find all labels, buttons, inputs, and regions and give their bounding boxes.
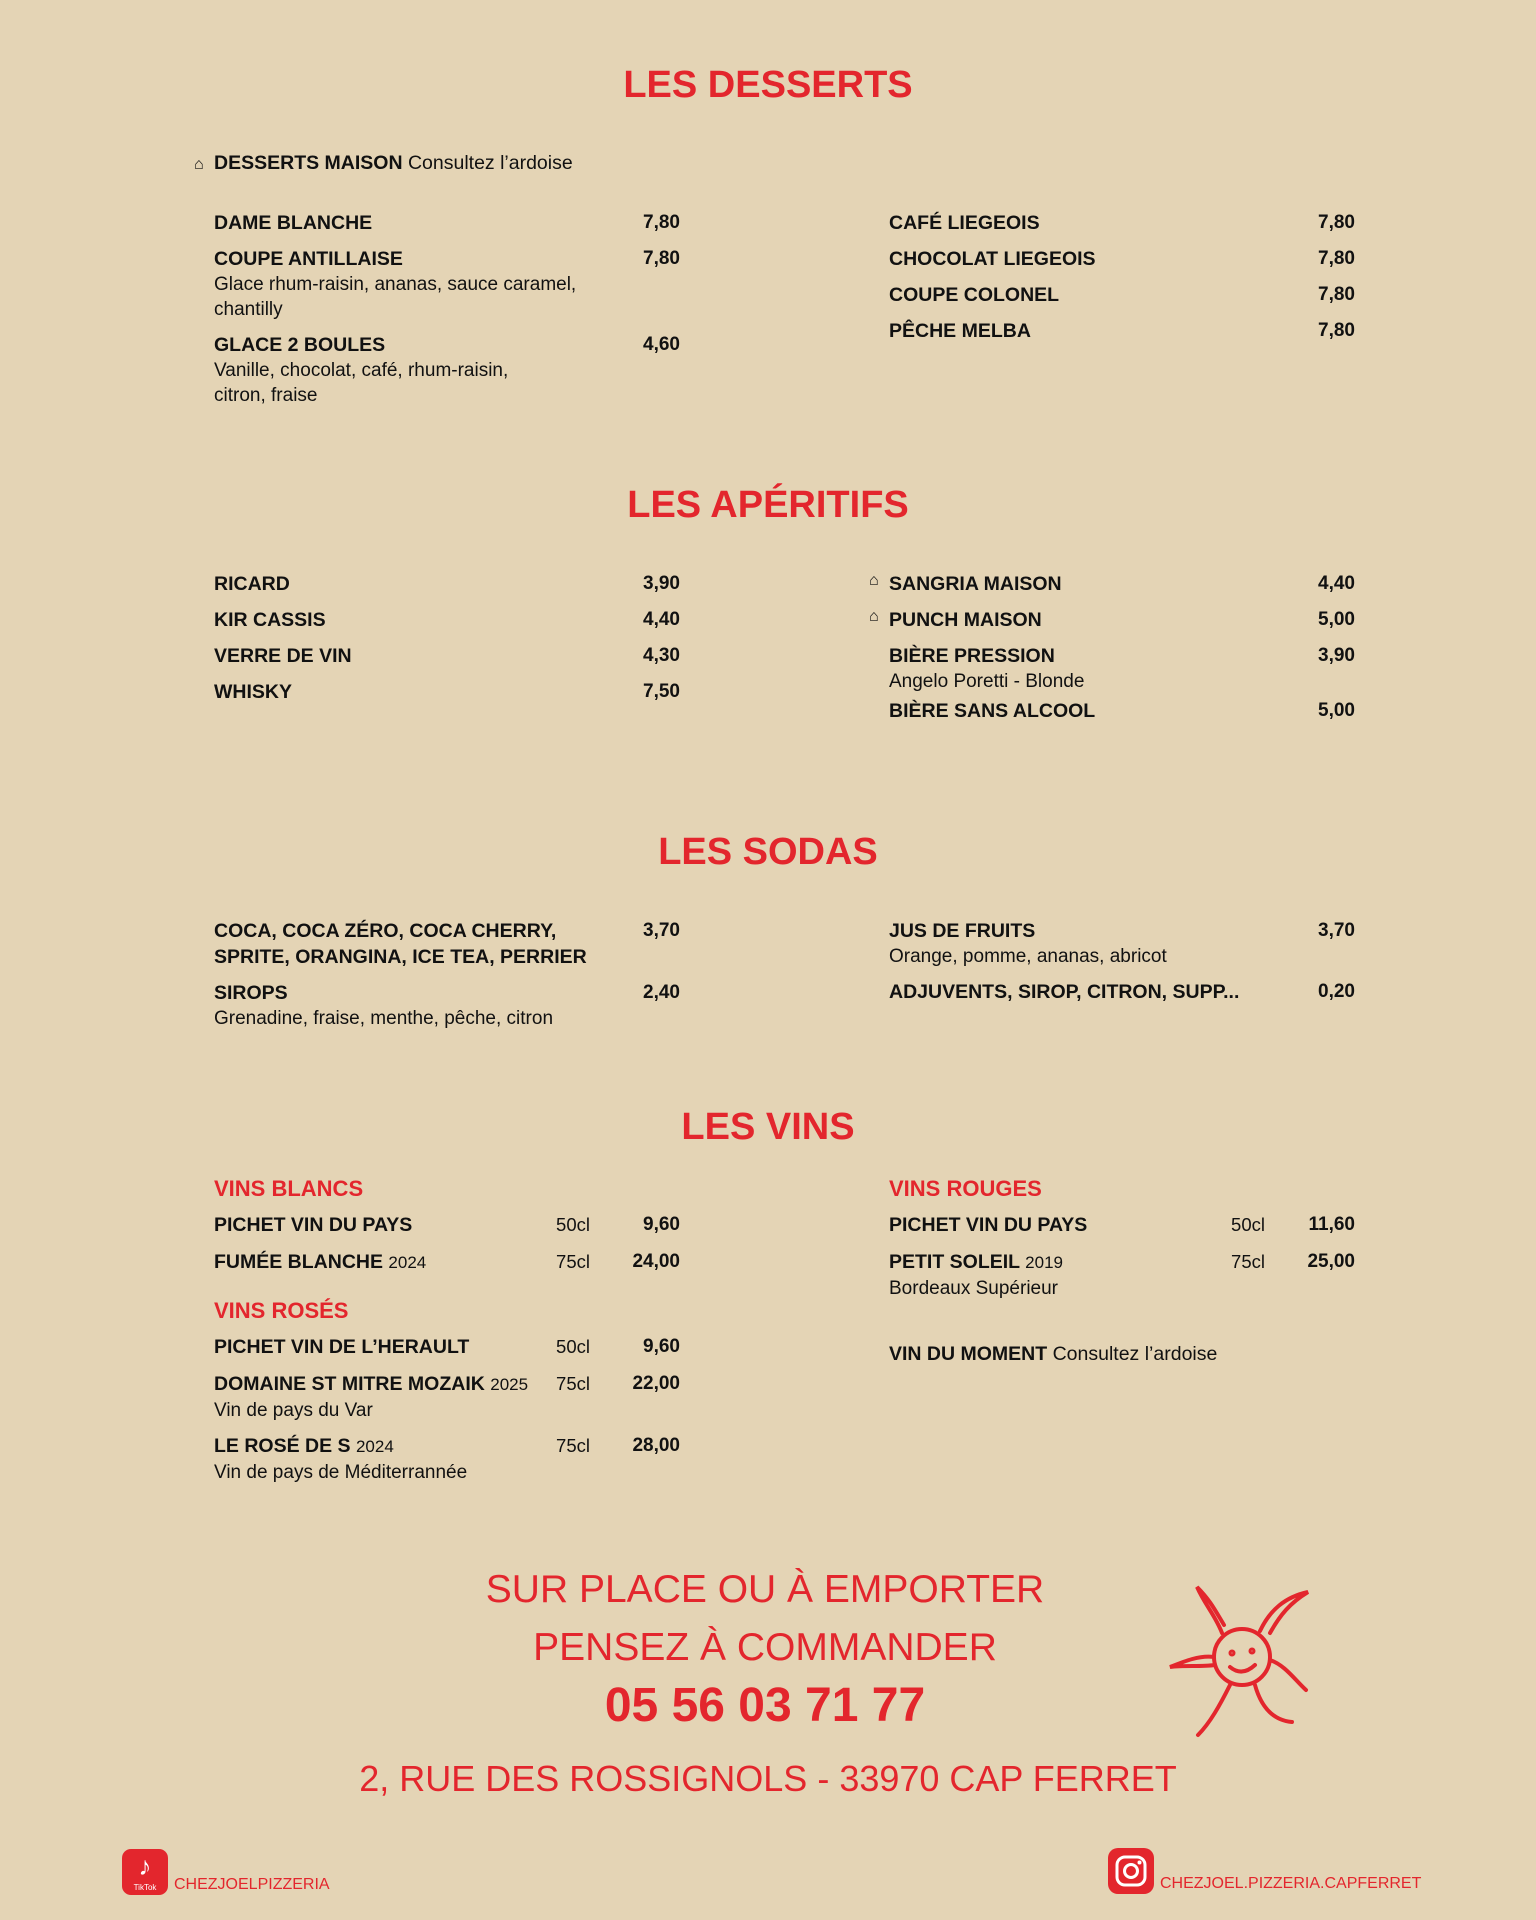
wine-item: [214, 1433, 680, 1485]
item-price: 7,80: [1318, 248, 1355, 269]
menu-item: [869, 607, 1355, 633]
desserts-left-column: [214, 210, 680, 418]
tiktok-icon: ♪ TikTok: [122, 1849, 168, 1895]
item-name: CHOCOLAT LIEGEOIS: [889, 248, 1096, 270]
item-name: JUS DE FRUITS: [889, 920, 1036, 942]
item-description: Glace rhum-raisin, ananas, sauce caramel, chantilly: [214, 274, 577, 320]
item-description: Vin de pays du Var: [214, 1400, 373, 1421]
item-name: BIÈRE PRESSION: [889, 645, 1055, 667]
menu-item: [889, 698, 1355, 724]
item-volume: 50cl: [556, 1336, 590, 1357]
menu-item: [889, 246, 1355, 272]
house-icon: ⌂: [869, 608, 879, 625]
item-name: SIROPS: [214, 982, 288, 1004]
aperitifs-title: LES APÉRITIFS: [627, 484, 909, 526]
footer-line-1: SUR PLACE OU À EMPORTER: [485, 1568, 1045, 1611]
item-name: PICHET VIN DE L’HERAULT: [214, 1336, 470, 1358]
item-price: 7,80: [1318, 284, 1355, 305]
menu-item: [889, 643, 1355, 694]
item-price: 4,60: [643, 334, 680, 355]
item-volume: 50cl: [556, 1214, 590, 1235]
item-price: 24,00: [632, 1251, 680, 1272]
item-price: 5,00: [1318, 700, 1355, 721]
item-name: PICHET VIN DU PAYS: [214, 1214, 413, 1236]
menu-item: [889, 282, 1355, 308]
item-name: PUNCH MAISON: [889, 609, 1042, 631]
item-price: 9,60: [643, 1214, 680, 1235]
menu-item: [889, 979, 1355, 1005]
item-price: 7,80: [1318, 320, 1355, 341]
item-price: 7,50: [643, 681, 680, 702]
item-name: COUPE ANTILLAISE: [214, 248, 403, 270]
sodas-right-column: [889, 918, 1355, 1015]
item-price: 0,20: [1318, 981, 1355, 1002]
item-name: PETIT SOLEIL 2019: [889, 1251, 1063, 1273]
desserts-right-column: [889, 210, 1355, 354]
item-name: DAME BLANCHE: [214, 212, 373, 234]
menu-item: [214, 332, 680, 408]
desserts-maison-name: DESSERTS MAISON: [214, 152, 403, 174]
tiktok-link[interactable]: [122, 1849, 330, 1895]
item-description: Vin de pays de Méditerrannée: [214, 1462, 468, 1483]
menu-item: [214, 571, 680, 597]
item-name: COCA, COCA ZÉRO, COCA CHERRY, SPRITE, ORANGINA, ICE TEA, PERRIER: [214, 920, 587, 968]
vins-roses-title: VINS ROSÉS: [214, 1298, 349, 1323]
menu-item: [214, 980, 680, 1031]
item-volume: 75cl: [556, 1373, 590, 1394]
item-name: PÊCHE MELBA: [889, 320, 1031, 342]
item-price: 22,00: [632, 1373, 680, 1394]
item-price: 4,40: [643, 609, 680, 630]
house-icon: ⌂: [869, 572, 879, 589]
footer-address: 2, RUE DES ROSSIGNOLS - 33970 CAP FERRET: [359, 1758, 1177, 1799]
item-description: Angelo Poretti - Blonde: [889, 671, 1085, 692]
item-price: 7,80: [1318, 212, 1355, 233]
menu-item: [869, 571, 1355, 597]
item-price: 4,30: [643, 645, 680, 666]
item-price: 7,80: [643, 248, 680, 269]
item-price: 28,00: [632, 1435, 680, 1456]
item-name: VERRE DE VIN: [214, 645, 352, 667]
item-description: Vanille, chocolat, café, rhum-raisin, citron, fraise: [214, 360, 509, 406]
vin-du-moment-note: Consultez l’ardoise: [1052, 1343, 1218, 1365]
vin-du-moment: [889, 1341, 1355, 1367]
item-name: ADJUVENTS, SIROP, CITRON, SUPP...: [889, 981, 1240, 1003]
item-price: 5,00: [1318, 609, 1355, 630]
wine-item: [889, 1212, 1355, 1239]
footer-phone[interactable]: 05 56 03 71 77: [604, 1679, 926, 1732]
vins-blancs-title: VINS BLANCS: [214, 1176, 364, 1201]
item-price: 3,90: [1318, 645, 1355, 666]
menu-item: [214, 607, 680, 633]
aperitifs-right-column: [869, 571, 1355, 734]
wine-item: [214, 1212, 680, 1239]
item-price: 2,40: [643, 982, 680, 1003]
item-price: 3,70: [643, 920, 680, 941]
item-description: Grenadine, fraise, menthe, pêche, citron: [214, 1008, 554, 1029]
item-name: DOMAINE ST MITRE MOZAIK 2025: [214, 1373, 529, 1395]
menu-item: [214, 679, 680, 705]
item-name: PICHET VIN DU PAYS: [889, 1214, 1088, 1236]
wine-item: [214, 1249, 680, 1276]
item-volume: 75cl: [556, 1251, 590, 1272]
item-description: Bordeaux Supérieur: [889, 1278, 1058, 1299]
vins-title: LES VINS: [681, 1106, 855, 1148]
menu-item: [214, 246, 680, 322]
item-name: WHISKY: [214, 681, 292, 703]
vins-left-column: [214, 1176, 680, 1495]
instagram-link[interactable]: [1108, 1848, 1421, 1894]
menu-item: [214, 210, 680, 236]
item-price: 4,40: [1318, 573, 1355, 594]
item-name: FUMÉE BLANCHE 2024: [214, 1251, 427, 1273]
sodas-left-column: [214, 918, 680, 1041]
house-icon: ⌂: [194, 156, 204, 173]
item-description: Orange, pomme, ananas, abricot: [889, 946, 1167, 967]
menu-item: [214, 643, 680, 669]
item-name: SANGRIA MAISON: [889, 573, 1062, 595]
sodas-title: LES SODAS: [658, 831, 878, 873]
item-price: 7,80: [643, 212, 680, 233]
desserts-title: LES DESSERTS: [623, 64, 913, 106]
item-volume: 75cl: [556, 1435, 590, 1456]
item-price: 25,00: [1307, 1251, 1355, 1272]
item-volume: 75cl: [1231, 1251, 1265, 1272]
item-volume: 50cl: [1231, 1214, 1265, 1235]
instagram-icon: [1108, 1848, 1154, 1894]
vins-rouges-title: VINS ROUGES: [889, 1176, 1042, 1201]
tiktok-handle[interactable]: CHEZJOELPIZZERIA: [174, 1876, 330, 1893]
footer-line-2: PENSEZ À COMMANDER: [533, 1626, 997, 1669]
item-name: COUPE COLONEL: [889, 284, 1060, 306]
menu-item: [214, 918, 680, 970]
item-name: GLACE 2 BOULES: [214, 334, 386, 356]
instagram-handle[interactable]: CHEZJOEL.PIZZERIA.CAPFERRET: [1160, 1875, 1422, 1892]
vins-right-column: [889, 1176, 1355, 1367]
desserts-maison: [194, 150, 573, 176]
item-price: 9,60: [643, 1336, 680, 1357]
item-name: CAFÉ LIEGEOIS: [889, 212, 1040, 234]
menu-item: [889, 318, 1355, 344]
item-name: LE ROSÉ DE S 2024: [214, 1435, 394, 1457]
item-price: 11,60: [1308, 1214, 1355, 1235]
item-name: BIÈRE SANS ALCOOL: [889, 700, 1096, 722]
sun-logo: [1160, 1575, 1325, 1740]
item-price: 3,70: [1318, 920, 1355, 941]
menu-item: [889, 918, 1355, 969]
aperitifs-left-column: [214, 571, 680, 715]
wine-item: [214, 1334, 680, 1361]
item-name: KIR CASSIS: [214, 609, 326, 631]
wine-item: [889, 1249, 1355, 1301]
desserts-maison-note: Consultez l’ardoise: [407, 152, 573, 174]
wine-item: [214, 1371, 680, 1423]
vin-du-moment-name: VIN DU MOMENT: [889, 1343, 1048, 1365]
item-name: RICARD: [214, 573, 290, 595]
menu-item: [889, 210, 1355, 236]
item-price: 3,90: [643, 573, 680, 594]
